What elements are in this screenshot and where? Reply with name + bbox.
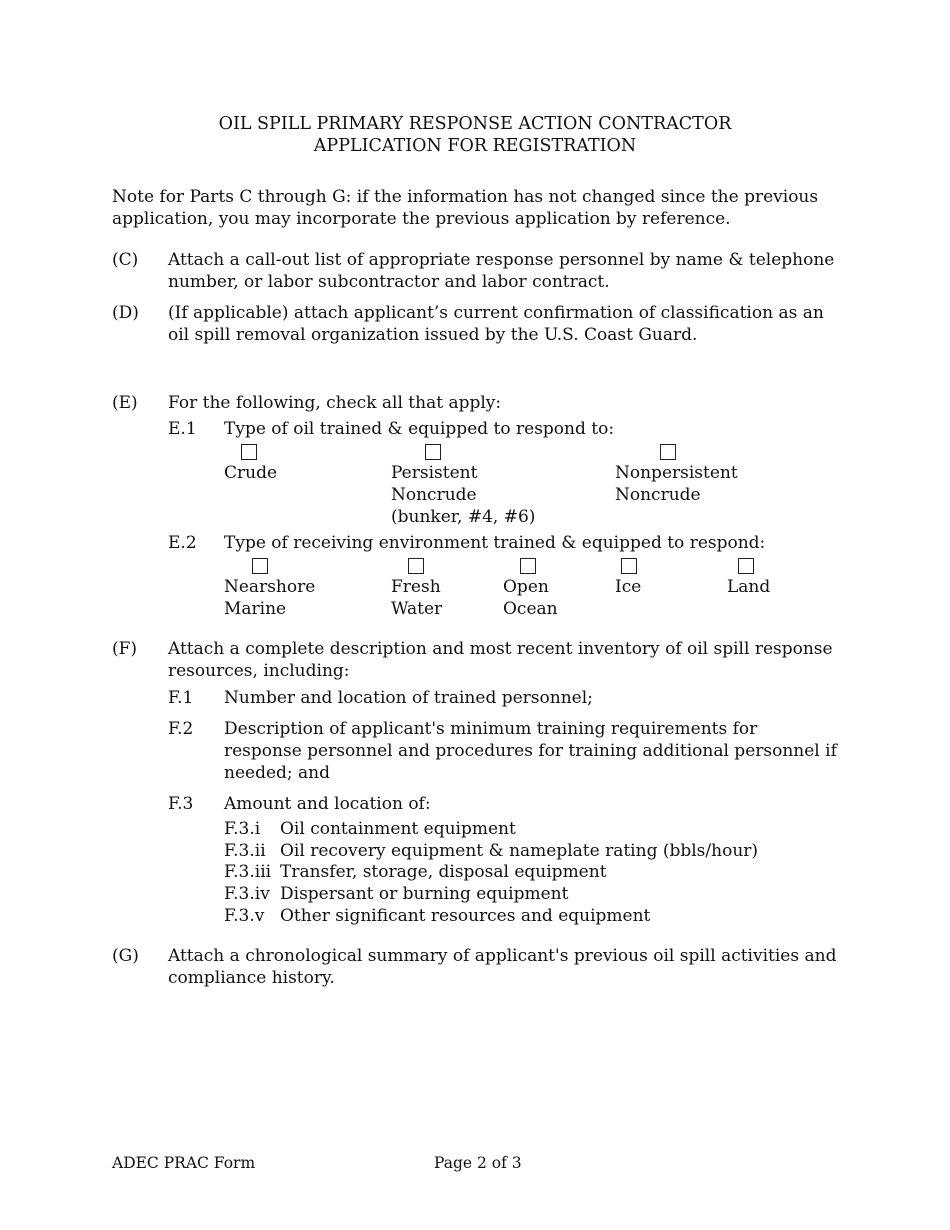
- checkbox-oil-persistent-noncrude[interactable]: [425, 444, 441, 460]
- note-line1: Note for Parts C through G: if the information has not changed since the previous: [112, 187, 819, 207]
- section-g-label: (G): [112, 946, 139, 966]
- section-d-line2: oil spill removal organization issued by the U.S. Coast Guard.: [168, 325, 698, 345]
- section-f-label: (F): [112, 639, 138, 659]
- option-nearshore-line2: Marine: [224, 599, 287, 619]
- f3-item-text: Oil recovery equipment & nameplate rating (bbls/hour): [280, 841, 759, 861]
- f1-text: Number and location of trained personnel;: [224, 688, 593, 708]
- section-f-line2: resources, including:: [168, 661, 350, 681]
- f3-text: Amount and location of:: [224, 794, 431, 814]
- option-open-line1: Open: [503, 577, 549, 597]
- e1-text: Type of oil trained & equipped to respond to:: [224, 419, 615, 439]
- section-e-text: For the following, check all that apply:: [168, 393, 502, 413]
- f3-item-text: Transfer, storage, disposal equipment: [280, 862, 607, 882]
- checkbox-env-ice[interactable]: [621, 558, 637, 574]
- option-persistent-line2: Noncrude: [391, 485, 477, 505]
- f2-line1: Description of applicant's minimum training requirements for: [224, 719, 758, 739]
- option-persistent-line1: Persistent: [391, 463, 478, 483]
- e2-label: E.2: [168, 533, 197, 553]
- checkbox-oil-crude[interactable]: [241, 444, 257, 460]
- f3-item-text: Other significant resources and equipment: [280, 906, 651, 926]
- f2-label: F.2: [168, 719, 194, 739]
- f3-label: F.3: [168, 794, 194, 814]
- section-c-label: (C): [112, 250, 139, 270]
- f3-item-label: F.3.i: [224, 819, 261, 839]
- option-ice-line1: Ice: [615, 577, 642, 597]
- option-nearshore-line1: Nearshore: [224, 577, 316, 597]
- f2-line3: needed; and: [224, 763, 330, 783]
- option-persistent-line3: (bunker, #4, #6): [391, 507, 536, 527]
- checkbox-env-nearshore-marine[interactable]: [252, 558, 268, 574]
- checkbox-env-open-ocean[interactable]: [520, 558, 536, 574]
- section-c-line2: number, or labor subcontractor and labor contract.: [168, 272, 610, 292]
- e1-label: E.1: [168, 419, 197, 439]
- f3-item-label: F.3.iv: [224, 884, 270, 904]
- checkbox-oil-nonpersistent-noncrude[interactable]: [660, 444, 676, 460]
- f3-item-text: Oil containment equipment: [280, 819, 516, 839]
- note-line2: application, you may incorporate the previous application by reference.: [112, 209, 731, 229]
- section-g-line2: compliance history.: [168, 968, 335, 988]
- option-land-line1: Land: [727, 577, 771, 597]
- e2-text: Type of receiving environment trained & equipped to respond:: [224, 533, 766, 553]
- f3-item-label: F.3.v: [224, 906, 265, 926]
- section-d-line1: (If applicable) attach applicant’s current confirmation of classification as an: [168, 303, 824, 323]
- option-fresh-line2: Water: [391, 599, 443, 619]
- f1-label: F.1: [168, 688, 194, 708]
- f2-line2: response personnel and procedures for training additional personnel if: [224, 741, 837, 761]
- option-fresh-line1: Fresh: [391, 577, 441, 597]
- option-crude-line1: Crude: [224, 463, 278, 483]
- section-d-label: (D): [112, 303, 139, 323]
- section-e-label: (E): [112, 393, 138, 413]
- footer-form-name: ADEC PRAC Form: [112, 1154, 256, 1172]
- option-open-line2: Ocean: [503, 599, 558, 619]
- section-c-line1: Attach a call-out list of appropriate response personnel by name & telephone: [168, 250, 835, 270]
- f3-item-label: F.3.ii: [224, 841, 266, 861]
- f3-item-text: Dispersant or burning equipment: [280, 884, 569, 904]
- section-g-line1: Attach a chronological summary of applicant's previous oil spill activities and: [168, 946, 837, 966]
- section-f-line1: Attach a complete description and most recent inventory of oil spill response: [168, 639, 833, 659]
- form-title-line1: OIL SPILL PRIMARY RESPONSE ACTION CONTRACTOR: [218, 114, 732, 134]
- checkbox-env-land[interactable]: [738, 558, 754, 574]
- option-nonpersistent-line2: Noncrude: [615, 485, 701, 505]
- checkbox-env-fresh-water[interactable]: [408, 558, 424, 574]
- option-nonpersistent-line1: Nonpersistent: [615, 463, 738, 483]
- footer-page-number: Page 2 of 3: [434, 1154, 522, 1172]
- f3-item-label: F.3.iii: [224, 862, 272, 882]
- form-title-line2: APPLICATION FOR REGISTRATION: [313, 136, 637, 156]
